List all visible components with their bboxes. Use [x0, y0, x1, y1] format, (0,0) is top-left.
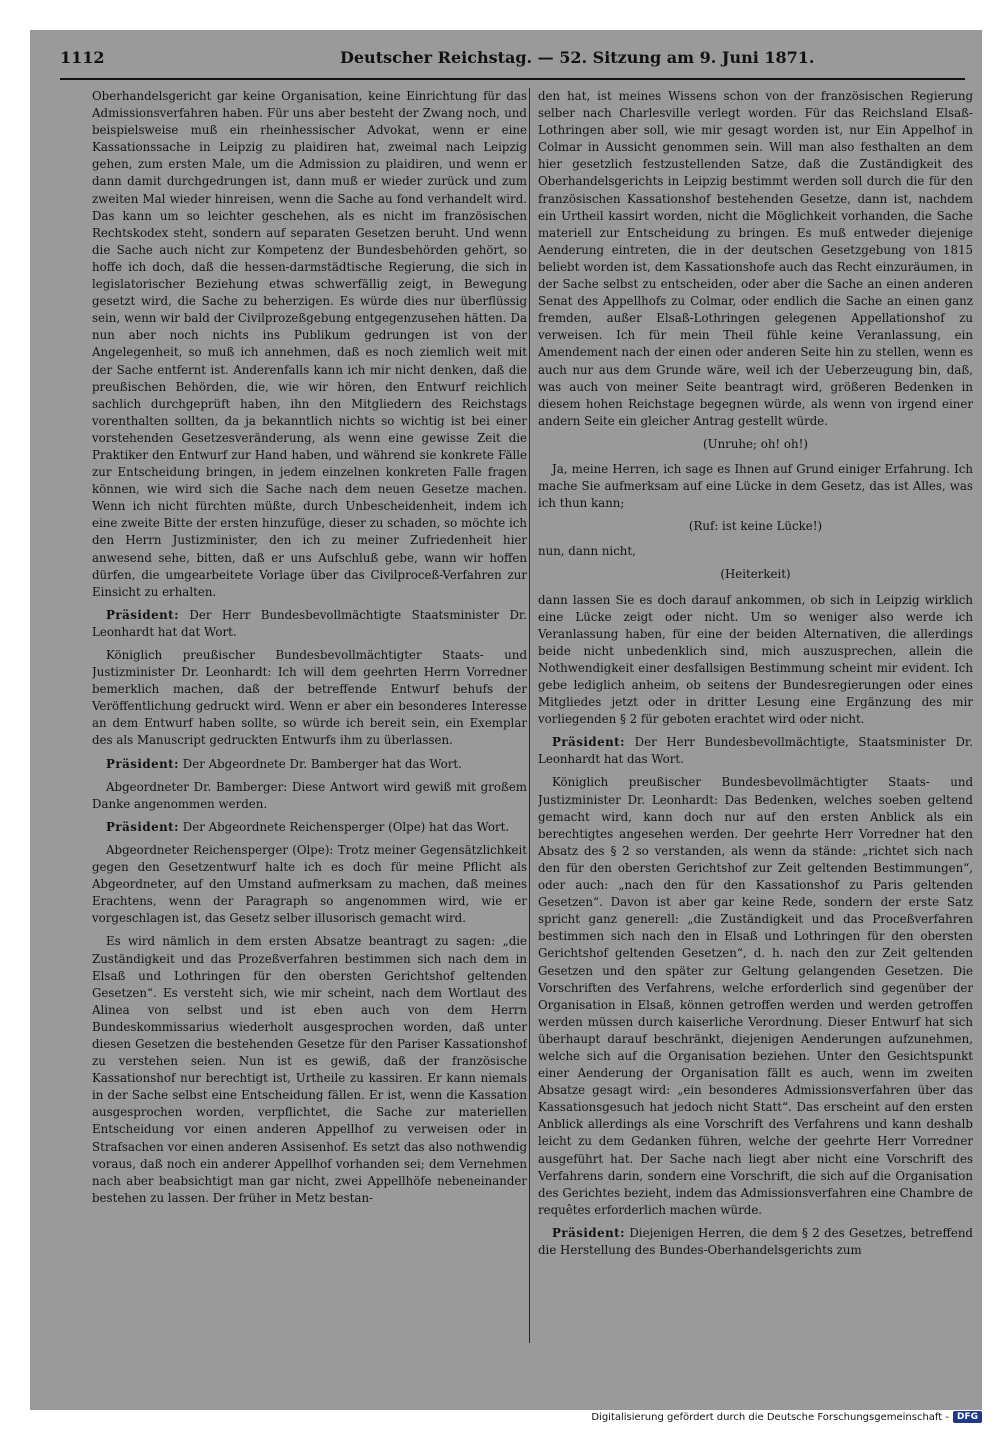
dfg-logo-icon: DFG — [953, 1411, 982, 1423]
paragraph — [538, 566, 973, 583]
paragraph-text: (Heiterkeit) — [720, 567, 791, 582]
paragraph-text: Der Abgeordnete Reichensperger (Olpe) hat das Wort. — [179, 819, 510, 834]
paragraph — [538, 734, 973, 768]
paragraph — [538, 88, 973, 430]
paragraph-text: Der Herr Bundesbevollmächtigte, Staatsminister Dr. Leonhardt hat das Wort. — [538, 735, 973, 767]
page-title: Deutscher Reichstag. — 52. Sitzung am 9. Juni 1871. — [340, 48, 815, 67]
page-number: 1112 — [60, 48, 105, 67]
column-divider — [529, 88, 530, 1343]
speaker-label: Präsident: — [106, 756, 179, 771]
paragraph-text: Der Herr Bundesbevollmächtigte Staatsminister Dr. Leonhardt hat dat Wort. — [92, 607, 527, 639]
header-rule — [60, 78, 965, 80]
paragraph — [538, 1225, 973, 1259]
paragraph — [538, 461, 973, 512]
speaker-label: Präsident: — [106, 819, 179, 834]
paragraph-text: Königlich preußischer Bundesbevollmächtigter Staats- und Justizminister Dr. Leonhardt: Ich will dem geehrten Herrn Vorredner bemerklich machen, daß der betreffende Entwurf behufs der Veröffentlichung gedruckt wird. Wenn er aber ein besonderes Interesse an dem Entwurf haben sollte, so würde ich bereit sein, ein Exemplar des als Manuscript gedruckten Entwurfs ihm zu überlassen. — [92, 648, 527, 748]
footer-credit: Digitalisierung gefördert durch die Deutsche Forschungsgemeinschaft - — [591, 1411, 949, 1423]
paragraph-text: Der Abgeordnete Dr. Bamberger hat das Wort. — [179, 756, 462, 771]
paragraph — [538, 436, 973, 453]
paragraph — [92, 779, 527, 813]
paragraph-text: Es wird nämlich in dem ersten Absatze beantragt zu sagen: „die Zuständigkeit und das Prozeßverfahren bestimmen sich nach dem in Elsaß und Lothringen für den obersten Gerichtshof geltenden Gesetzen“. Es versteht sich, wie mir scheint, nach dem Wortlaut des Alinea von selbst und ist eben auch von dem Herrn Bundeskommissarius wiederholt ausgesprochen worden, daß unter diesen Gesetzen die bestehenden Gesetze für den Pariser Kassationshof zu verstehen seien. Nun ist es gewiß, daß der französische Kassationshof nur berechtigt ist, Urtheile zu kassiren. Er kann niemals in der Sache selbst eine Entscheidung fällen. Er ist, wenn die Kassation ausgesprochen worden, verpflichtet, die Sache zur materiellen Entscheidung vor einen anderen Appellhof zu verweisen oder in Strafsachen vor einen anderen Assisenhof. Es setzt das also nothwendig voraus, daß noch ein anderer Appellhof vorhanden sei; dem Vernehmen nach aber beabsichtigt man gar nicht, zwei Appellhöfe nebeneinander bestehen zu lassen. Der früher in Metz bestan- — [92, 934, 527, 1205]
paragraph-text: (Ruf: ist keine Lücke!) — [688, 519, 823, 534]
paragraph — [538, 774, 973, 1218]
footer — [591, 1408, 982, 1426]
paragraph — [92, 933, 527, 1207]
right-column — [538, 88, 973, 1343]
speaker-label: Präsident: — [552, 1225, 625, 1240]
paragraph-text: Oberhandelsgericht gar keine Organisation, keine Einrichtung für das Admissionsverfahren haben. Für uns aber besteht der Zwang noch, und beispielsweise muß ein rheinhessischer Advokat, wenn er eine Kassationssache in Leipzig zu plaidiren hat, zweimal nach Leipzig gehen, zum ersten Male, um die Admission zu plaidiren, und wenn er dann damit durchgedrungen ist, dann muß er wieder zurück und zum zweiten Mal wieder hinreisen, wenn die Sache au fond verhandelt wird. Das kann um so leichter geschehen, als es nicht im französischen Rechtskodex steht, sondern auf separaten Gesetzen beruht. Und wenn die Sache auch nicht zur Kompetenz der Bundesbehörden gehört, so hoffe ich doch, daß die hessen-darmstädtische Regierung, die sich in legislatorischer Beziehung etwas schwerfällig zeigt, in Bewegung gesetzt wird, die Sache zu beherzigen. Es würde dies nur überflüssig sein, wenn wir bald der Civilprozeßgebung entgegenzusehen hätten. Da nun aber noch nichts ins Publikum gedrungen ist von der Angelegenheit, so muß ich annehmen, daß es noch ziemlich weit mit der Sache entfernt ist. Anderenfalls kann ich mir nicht denken, daß die preußischen Behörden, die, wie wir hören, den Entwurf reichlich sachlich durchgeprüft haben, ihn den Mitgliedern des Reichstags vorenthalten sollten, da ja bekanntlich nichts so wichtig ist bei einer vorstehenden Gesetzesveränderung, als wenn eine gewisse Zeit die Praktiker den Entwurf zur Hand haben, und während sie konkrete Fälle zur Entscheidung bringen, in jedem einzelnen konkreten Falle fragen können, wie wird sich die Sache nach dem neuen Gesetze machen. Wenn ich nicht fürchten müßte, durch Unbescheidenheit, indem ich eine zweite Bitte der ersten hinzufüge, dieser zu schaden, so möchte ich den Herrn Justizminister, den ich zu meiner Zufriedenheit hier anwesend sehe, bitten, daß er uns Aufschluß gebe, wann wir hoffen dürfen, die umgearbeitete Vorlage über das Civilproceß-Verfahren zur Einsicht zu erhalten. — [92, 89, 527, 599]
page-header — [60, 48, 965, 74]
paragraph-text: Abgeordneter Reichensperger (Olpe): Trotz meiner Gegensätzlichkeit gegen den Gesetzentwurf halte ich es doch für meine Pflicht als Abgeordneter, auf den Umstand aufmerksam zu machen, daß meines Erachtens, wenn der Paragraph so angenommen wird, wie er vorgeschlagen ist, das Gesetz selber illusorisch gemacht wird. — [92, 842, 527, 926]
paragraph — [92, 647, 527, 750]
paragraph — [538, 592, 973, 729]
paragraph — [538, 518, 973, 535]
paragraph — [92, 819, 527, 836]
speaker-label: Präsident: — [552, 735, 625, 750]
speaker-label: Präsident: — [106, 607, 179, 622]
paragraph — [538, 543, 973, 560]
paragraph-text: Diejenigen Herren, die dem § 2 des Gesetzes, betreffend die Herstellung des Bundes-Oberhandelsgerichts zum — [538, 1225, 973, 1257]
paragraph-text: nun, dann nicht, — [538, 544, 636, 559]
paragraph — [92, 842, 527, 927]
paragraph — [92, 756, 527, 773]
paragraph — [92, 607, 527, 641]
paragraph-text: den hat, ist meines Wissens schon von der französischen Regierung selber nach Charlesville verlegt worden. Für das Reichsland Elsaß-Lothringen aber soll, wie mir gesagt worden ist, nur Ein Appelhof in Colmar in Aussicht genommen sein. Will man also festhalten an dem hier gesetzlich festzustellenden Satze, daß die Zuständigkeit des Oberhandelsgerichts in Leipzig bestimmt werden soll durch die für den französischen Kassationshof bestehenden Gesetze, dann ist, nachdem ein Urtheil kassirt worden, nicht die Möglichkeit vorhanden, die Sache materiell zur Entscheidung zu bringen. Es muß entweder diejenige Aenderung eintreten, die in der deutschen Gesetzgebung von 1815 beliebt worden ist, dem Kassationshofe auch das Recht einzuräumen, in der Sache selbst zu entscheiden, oder aber die Sache an einen anderen Senat des Appellhofs zu Colmar, oder endlich die Sache an einen ganz fremden, außer Elsaß-Lothringen gelegenen Appellationshof zu verweisen. Ich für mein Theil fühle keine Veranlassung, ein Amendement nach der einen oder anderen Seite hin zu stellen, wenn es auch nur aus dem Grunde wäre, weil ich der Ueberzeugung bin, daß, was auch von meiner Seite beantragt wird, größeren Bedenken in diesem hohen Reichstage begegnen würde, als wenn von irgend einer andern Seite ein gleicher Antrag gestellt würde. — [538, 89, 973, 428]
left-column — [92, 88, 527, 1343]
paragraph-text: Königlich preußischer Bundesbevollmächtigter Staats- und Justizminister Dr. Leonhardt: Das Bedenken, welches soeben geltend gemacht wird, kann doch nur auf den ersten Anblick als ein berechtigtes angesehen werden. Der geehrte Herr Vorredner hat den Absatz des § 2 so verstanden, als wenn da stände: „richtet sich nach den für den obersten Gerichtshof zur Zeit geltenden Bestimmungen“, oder auch: „nach den für den Kassationshof zu Paris geltenden Gesetzen“. Davon ist aber gar keine Rede, sondern der erste Satz spricht ganz generell: „die Zuständigkeit und das Proceßverfahren bestimmen sich nach den in Elsaß und Lothringen für den obersten Gerichtshof geltenden Gesetzen“, d. h. nach den zur Zeit geltenden Gesetzen und den später zur Geltung gelangenden Gesetzen. Die Vorschriften des Verfahrens, welche erforderlich sind gegenüber der Organisation in Elsaß, können getroffen werden und werden getroffen werden müssen durch kaiserliche Verordnung. Dieser Entwurf hat sich überhaupt darauf beschränkt, diejenigen Aenderungen aufzunehmen, welche sich auf die Organisation beziehen. Unter den Gesichtspunkt einer Aenderung der Organisation fällt es auch, wenn im zweiten Absatze gesagt wird: „ein besonderes Admissionsverfahren über das Kassationsgesuch hat jedoch nicht Statt“. Das erscheint auf den ersten Anblick allerdings als eine Vorschrift des Verfahrens und kann deshalb leicht zu dem Gedanken führen, welche der geehrte Herr Vorredner ausgeführt hat. Der Sache nach liegt aber nicht eine Vorschrift des Verfahrens darin, sondern eine Vorschrift, die sich auf die Organisation des Gerichtes bezieht, indem das Admissionsverfahren eine Chambre de requêtes erforderlich machen würde. — [538, 775, 973, 1217]
paragraph — [92, 88, 527, 601]
paragraph-text: Abgeordneter Dr. Bamberger: Diese Antwort wird gewiß mit großem Danke angenommen werden. — [92, 779, 527, 811]
paragraph-text: dann lassen Sie es doch darauf ankommen, ob sich in Leipzig wirklich eine Lücke zeigt oder nicht. Um so weniger also werde ich Veranlassung haben, für eine der beiden Alternativen, die allerdings beide nicht unbedenklich sind, mich auszusprechen, allein die Nothwendigkeit einer desfallsigen Bestimmung scheint mir evident. Ich gebe lediglich anheim, ob seitens der Bundesregierungen oder eines Mitgliedes jetzt oder in dritter Lesung eine Ergänzung des mir vorliegenden § 2 für geboten erachtet wird oder nicht. — [538, 592, 973, 727]
paragraph-text: Ja, meine Herren, ich sage es Ihnen auf Grund einiger Erfahrung. Ich mache Sie aufmerksam auf eine Lücke in dem Gesetz, das ist Alles, was ich thun kann; — [538, 461, 973, 511]
paragraph-text: (Unruhe; oh! oh!) — [703, 436, 808, 451]
